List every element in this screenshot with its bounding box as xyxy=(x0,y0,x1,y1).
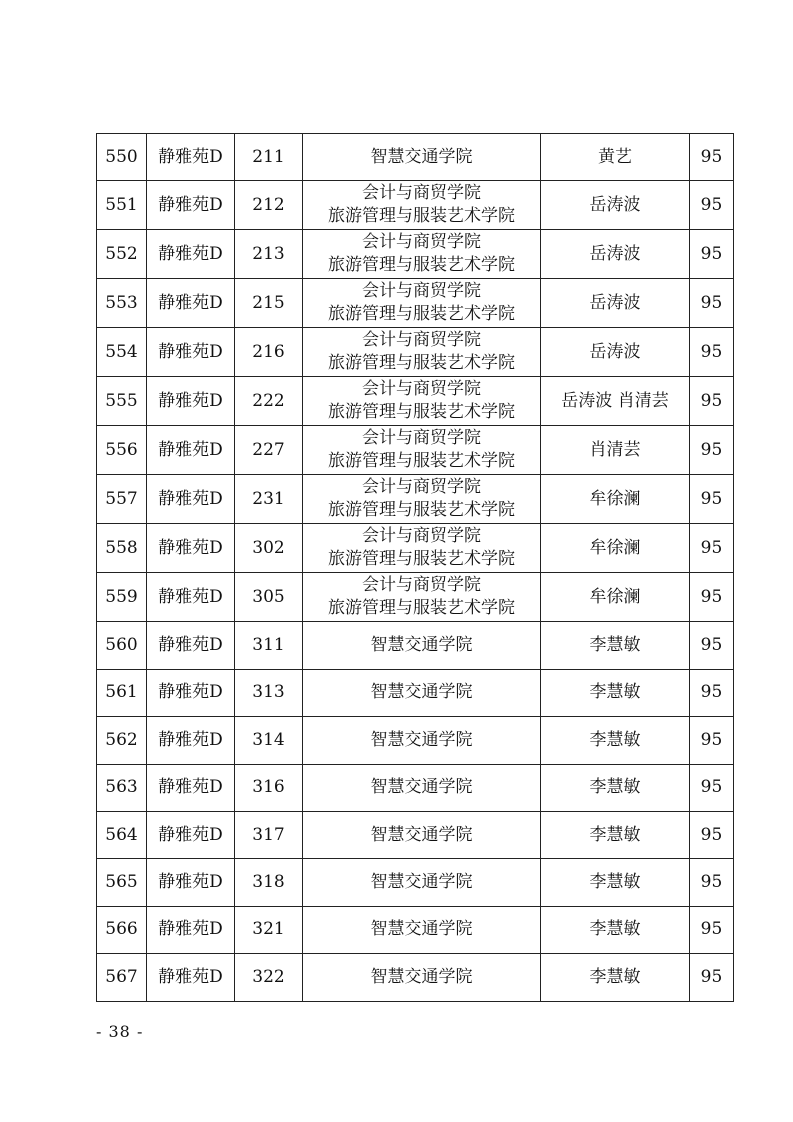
room-cell: 213 xyxy=(235,230,303,279)
room-cell: 302 xyxy=(235,524,303,573)
college-name: 智慧交通学院 xyxy=(370,824,473,845)
building-cell: 静雅苑D xyxy=(147,426,235,475)
score-cell: 95 xyxy=(690,279,734,328)
teacher-cell: 岳涛波 xyxy=(541,230,690,279)
room-cell: 215 xyxy=(235,279,303,328)
college-name: 智慧交通学院 xyxy=(370,919,473,940)
college-cell xyxy=(303,230,541,279)
building-cell: 静雅苑D xyxy=(147,622,235,669)
building-cell: 静雅苑D xyxy=(147,573,235,622)
table-row xyxy=(97,906,734,953)
college-name: 会计与商贸学院 xyxy=(362,428,481,449)
college-name: 旅游管理与服装艺术学院 xyxy=(328,402,515,423)
college-cell xyxy=(303,377,541,426)
room-cell: 322 xyxy=(235,954,303,1001)
college-name: 旅游管理与服装艺术学院 xyxy=(328,451,515,472)
room-cell: 216 xyxy=(235,328,303,377)
college-name: 会计与商贸学院 xyxy=(362,477,481,498)
college-name: 会计与商贸学院 xyxy=(362,379,481,400)
teacher-cell: 岳涛波 xyxy=(541,279,690,328)
teacher-cell: 李慧敏 xyxy=(541,669,690,716)
building-cell: 静雅苑D xyxy=(147,475,235,524)
college-cell xyxy=(303,954,541,1001)
building-cell: 静雅苑D xyxy=(147,859,235,906)
college-name: 会计与商贸学院 xyxy=(362,232,481,253)
college-name: 会计与商贸学院 xyxy=(362,526,481,547)
row-number-cell: 554 xyxy=(97,328,147,377)
table-row xyxy=(97,811,734,858)
college-cell xyxy=(303,181,541,230)
row-number-cell: 555 xyxy=(97,377,147,426)
college-cell xyxy=(303,279,541,328)
row-number-cell: 565 xyxy=(97,859,147,906)
building-cell: 静雅苑D xyxy=(147,906,235,953)
college-cell xyxy=(303,573,541,622)
table-row xyxy=(97,181,734,230)
college-name: 旅游管理与服装艺术学院 xyxy=(328,304,515,325)
room-cell: 313 xyxy=(235,669,303,716)
college-name: 智慧交通学院 xyxy=(370,635,473,656)
teacher-cell: 牟徐澜 xyxy=(541,573,690,622)
college-name: 旅游管理与服装艺术学院 xyxy=(328,255,515,276)
score-cell: 95 xyxy=(690,230,734,279)
teacher-cell: 牟徐澜 xyxy=(541,475,690,524)
score-cell: 95 xyxy=(690,134,734,181)
college-name: 智慧交通学院 xyxy=(370,682,473,703)
teacher-cell: 岳涛波 xyxy=(541,328,690,377)
teacher-cell: 岳涛波 xyxy=(541,181,690,230)
table-row xyxy=(97,859,734,906)
college-cell xyxy=(303,764,541,811)
table-row xyxy=(97,622,734,669)
teacher-cell: 李慧敏 xyxy=(541,859,690,906)
table-row xyxy=(97,573,734,622)
table-row xyxy=(97,669,734,716)
college-cell xyxy=(303,475,541,524)
page-number: - 38 - xyxy=(96,1022,144,1041)
college-name: 旅游管理与服装艺术学院 xyxy=(328,598,515,619)
room-cell: 316 xyxy=(235,764,303,811)
row-number-cell: 566 xyxy=(97,906,147,953)
college-name: 智慧交通学院 xyxy=(370,729,473,750)
score-cell: 95 xyxy=(690,669,734,716)
building-cell: 静雅苑D xyxy=(147,181,235,230)
table-row xyxy=(97,717,734,764)
row-number-cell: 558 xyxy=(97,524,147,573)
room-cell: 305 xyxy=(235,573,303,622)
college-name: 旅游管理与服装艺术学院 xyxy=(328,500,515,521)
teacher-cell: 牟徐澜 xyxy=(541,524,690,573)
teacher-cell: 肖清芸 xyxy=(541,426,690,475)
table-row xyxy=(97,475,734,524)
room-cell: 231 xyxy=(235,475,303,524)
building-cell: 静雅苑D xyxy=(147,279,235,328)
teacher-cell: 李慧敏 xyxy=(541,764,690,811)
college-cell xyxy=(303,669,541,716)
score-cell: 95 xyxy=(690,954,734,1001)
college-name: 会计与商贸学院 xyxy=(362,183,481,204)
score-cell: 95 xyxy=(690,573,734,622)
score-cell: 95 xyxy=(690,717,734,764)
score-cell: 95 xyxy=(690,181,734,230)
college-name: 智慧交通学院 xyxy=(370,872,473,893)
dormitory-score-table xyxy=(96,133,734,1002)
score-cell: 95 xyxy=(690,475,734,524)
score-cell: 95 xyxy=(690,328,734,377)
table-row xyxy=(97,524,734,573)
college-cell xyxy=(303,328,541,377)
table-row xyxy=(97,377,734,426)
room-cell: 211 xyxy=(235,134,303,181)
table-row xyxy=(97,279,734,328)
building-cell: 静雅苑D xyxy=(147,377,235,426)
teacher-cell: 李慧敏 xyxy=(541,622,690,669)
college-name: 智慧交通学院 xyxy=(370,146,473,167)
room-cell: 227 xyxy=(235,426,303,475)
table-row xyxy=(97,954,734,1001)
room-cell: 212 xyxy=(235,181,303,230)
college-name: 智慧交通学院 xyxy=(370,777,473,798)
building-cell: 静雅苑D xyxy=(147,134,235,181)
building-cell: 静雅苑D xyxy=(147,717,235,764)
building-cell: 静雅苑D xyxy=(147,954,235,1001)
teacher-cell: 李慧敏 xyxy=(541,811,690,858)
table-row xyxy=(97,230,734,279)
college-cell xyxy=(303,134,541,181)
college-cell xyxy=(303,524,541,573)
building-cell: 静雅苑D xyxy=(147,230,235,279)
building-cell: 静雅苑D xyxy=(147,669,235,716)
row-number-cell: 557 xyxy=(97,475,147,524)
row-number-cell: 567 xyxy=(97,954,147,1001)
teacher-cell: 李慧敏 xyxy=(541,954,690,1001)
row-number-cell: 561 xyxy=(97,669,147,716)
table-row xyxy=(97,328,734,377)
college-name: 会计与商贸学院 xyxy=(362,281,481,302)
row-number-cell: 560 xyxy=(97,622,147,669)
table-row xyxy=(97,426,734,475)
score-cell: 95 xyxy=(690,622,734,669)
row-number-cell: 563 xyxy=(97,764,147,811)
teacher-cell: 岳涛波 肖清芸 xyxy=(541,377,690,426)
row-number-cell: 550 xyxy=(97,134,147,181)
college-cell xyxy=(303,811,541,858)
row-number-cell: 556 xyxy=(97,426,147,475)
building-cell: 静雅苑D xyxy=(147,811,235,858)
score-cell: 95 xyxy=(690,764,734,811)
room-cell: 317 xyxy=(235,811,303,858)
table-body xyxy=(97,134,734,1002)
college-cell xyxy=(303,906,541,953)
teacher-cell: 黄艺 xyxy=(541,134,690,181)
row-number-cell: 553 xyxy=(97,279,147,328)
teacher-cell: 李慧敏 xyxy=(541,717,690,764)
college-name: 智慧交通学院 xyxy=(370,966,473,987)
row-number-cell: 564 xyxy=(97,811,147,858)
row-number-cell: 552 xyxy=(97,230,147,279)
room-cell: 321 xyxy=(235,906,303,953)
row-number-cell: 559 xyxy=(97,573,147,622)
row-number-cell: 562 xyxy=(97,717,147,764)
room-cell: 222 xyxy=(235,377,303,426)
table-row xyxy=(97,134,734,181)
room-cell: 318 xyxy=(235,859,303,906)
score-cell: 95 xyxy=(690,426,734,475)
building-cell: 静雅苑D xyxy=(147,328,235,377)
college-name: 旅游管理与服装艺术学院 xyxy=(328,206,515,227)
score-cell: 95 xyxy=(690,906,734,953)
college-name: 会计与商贸学院 xyxy=(362,575,481,596)
college-cell xyxy=(303,859,541,906)
teacher-cell: 李慧敏 xyxy=(541,906,690,953)
college-cell xyxy=(303,622,541,669)
score-cell: 95 xyxy=(690,859,734,906)
score-cell: 95 xyxy=(690,524,734,573)
college-cell xyxy=(303,426,541,475)
college-name: 旅游管理与服装艺术学院 xyxy=(328,549,515,570)
table-row xyxy=(97,764,734,811)
score-cell: 95 xyxy=(690,377,734,426)
room-cell: 314 xyxy=(235,717,303,764)
college-name: 会计与商贸学院 xyxy=(362,330,481,351)
score-cell: 95 xyxy=(690,811,734,858)
college-cell xyxy=(303,717,541,764)
room-cell: 311 xyxy=(235,622,303,669)
row-number-cell: 551 xyxy=(97,181,147,230)
college-name: 旅游管理与服装艺术学院 xyxy=(328,353,515,374)
building-cell: 静雅苑D xyxy=(147,764,235,811)
building-cell: 静雅苑D xyxy=(147,524,235,573)
